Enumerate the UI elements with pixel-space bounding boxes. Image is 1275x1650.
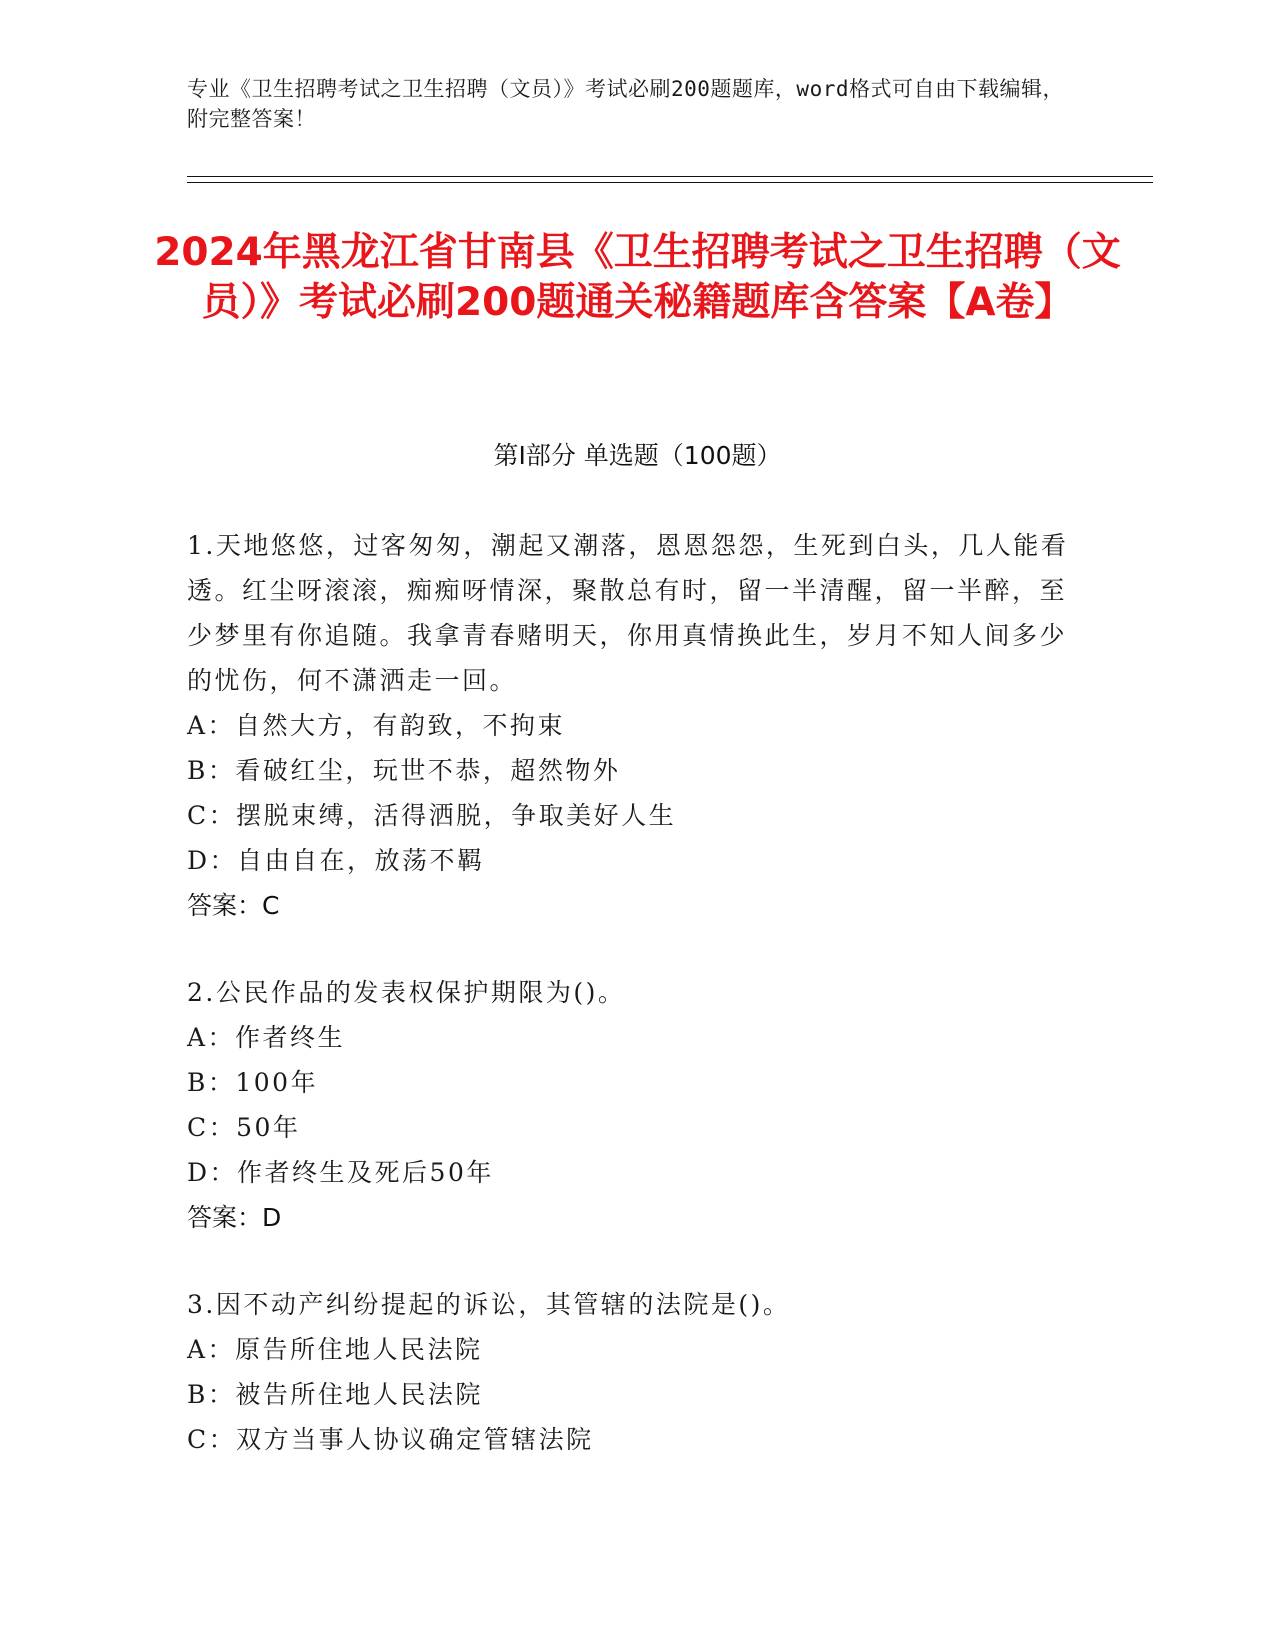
document-title: 2024年黑龙江省甘南县《卫生招聘考试之卫生招聘（文员）》考试必刷200题通关秘籍题库含答案【A卷】 xyxy=(154,230,1121,325)
question-1 xyxy=(187,523,1087,928)
option-a: A：自然大方，有韵致，不拘束 xyxy=(187,711,566,740)
question-stem: 2.公民作品的发表权保护期限为()。 xyxy=(187,978,626,1007)
option-c: C：摆脱束缚，活得洒脱，争取美好人生 xyxy=(187,801,677,830)
option-d: D：自由自在，放荡不羁 xyxy=(187,846,485,875)
option-a: A：原告所住地人民法院 xyxy=(187,1335,483,1364)
option-b: B：被告所住地人民法院 xyxy=(187,1380,483,1409)
option-d: D：作者终生及死后50年 xyxy=(187,1158,494,1187)
question-3 xyxy=(187,1282,1087,1462)
header-note: 专业《卫生招聘考试之卫生招聘（文员）》考试必刷200题题库，word格式可自由下载编辑，附完整答案！ xyxy=(187,77,1064,131)
section-title: 第I部分 单选题（100题） xyxy=(493,441,782,470)
answer-label: 答案：C xyxy=(187,891,280,920)
option-a: A：作者终生 xyxy=(187,1023,346,1052)
question-2 xyxy=(187,970,1087,1240)
answer-label: 答案：D xyxy=(187,1203,282,1232)
question-stem: 3.因不动产纠纷提起的诉讼，其管辖的法院是()。 xyxy=(187,1290,791,1319)
header-rule-bottom xyxy=(187,182,1153,183)
option-c: C：双方当事人协议确定管辖法院 xyxy=(187,1425,594,1454)
question-stem: 1.天地悠悠，过客匆匆，潮起又潮落，恩恩怨怨，生死到白头，几人能看透。红尘呀滚滚，痴痴呀情深，聚散总有时，留一半清醒，留一半醉，至少梦里有你追随。我拿青春赌明天，你用真情换此生，岁月不知人间多少的忧伤，何不潇洒走一回。 xyxy=(187,531,1069,695)
option-b: B：看破红尘，玩世不恭，超然物外 xyxy=(187,756,621,785)
question-list xyxy=(187,523,1087,1504)
option-c: C：50年 xyxy=(187,1113,301,1142)
option-b: B：100年 xyxy=(187,1068,319,1097)
header-rule-top xyxy=(187,176,1153,177)
